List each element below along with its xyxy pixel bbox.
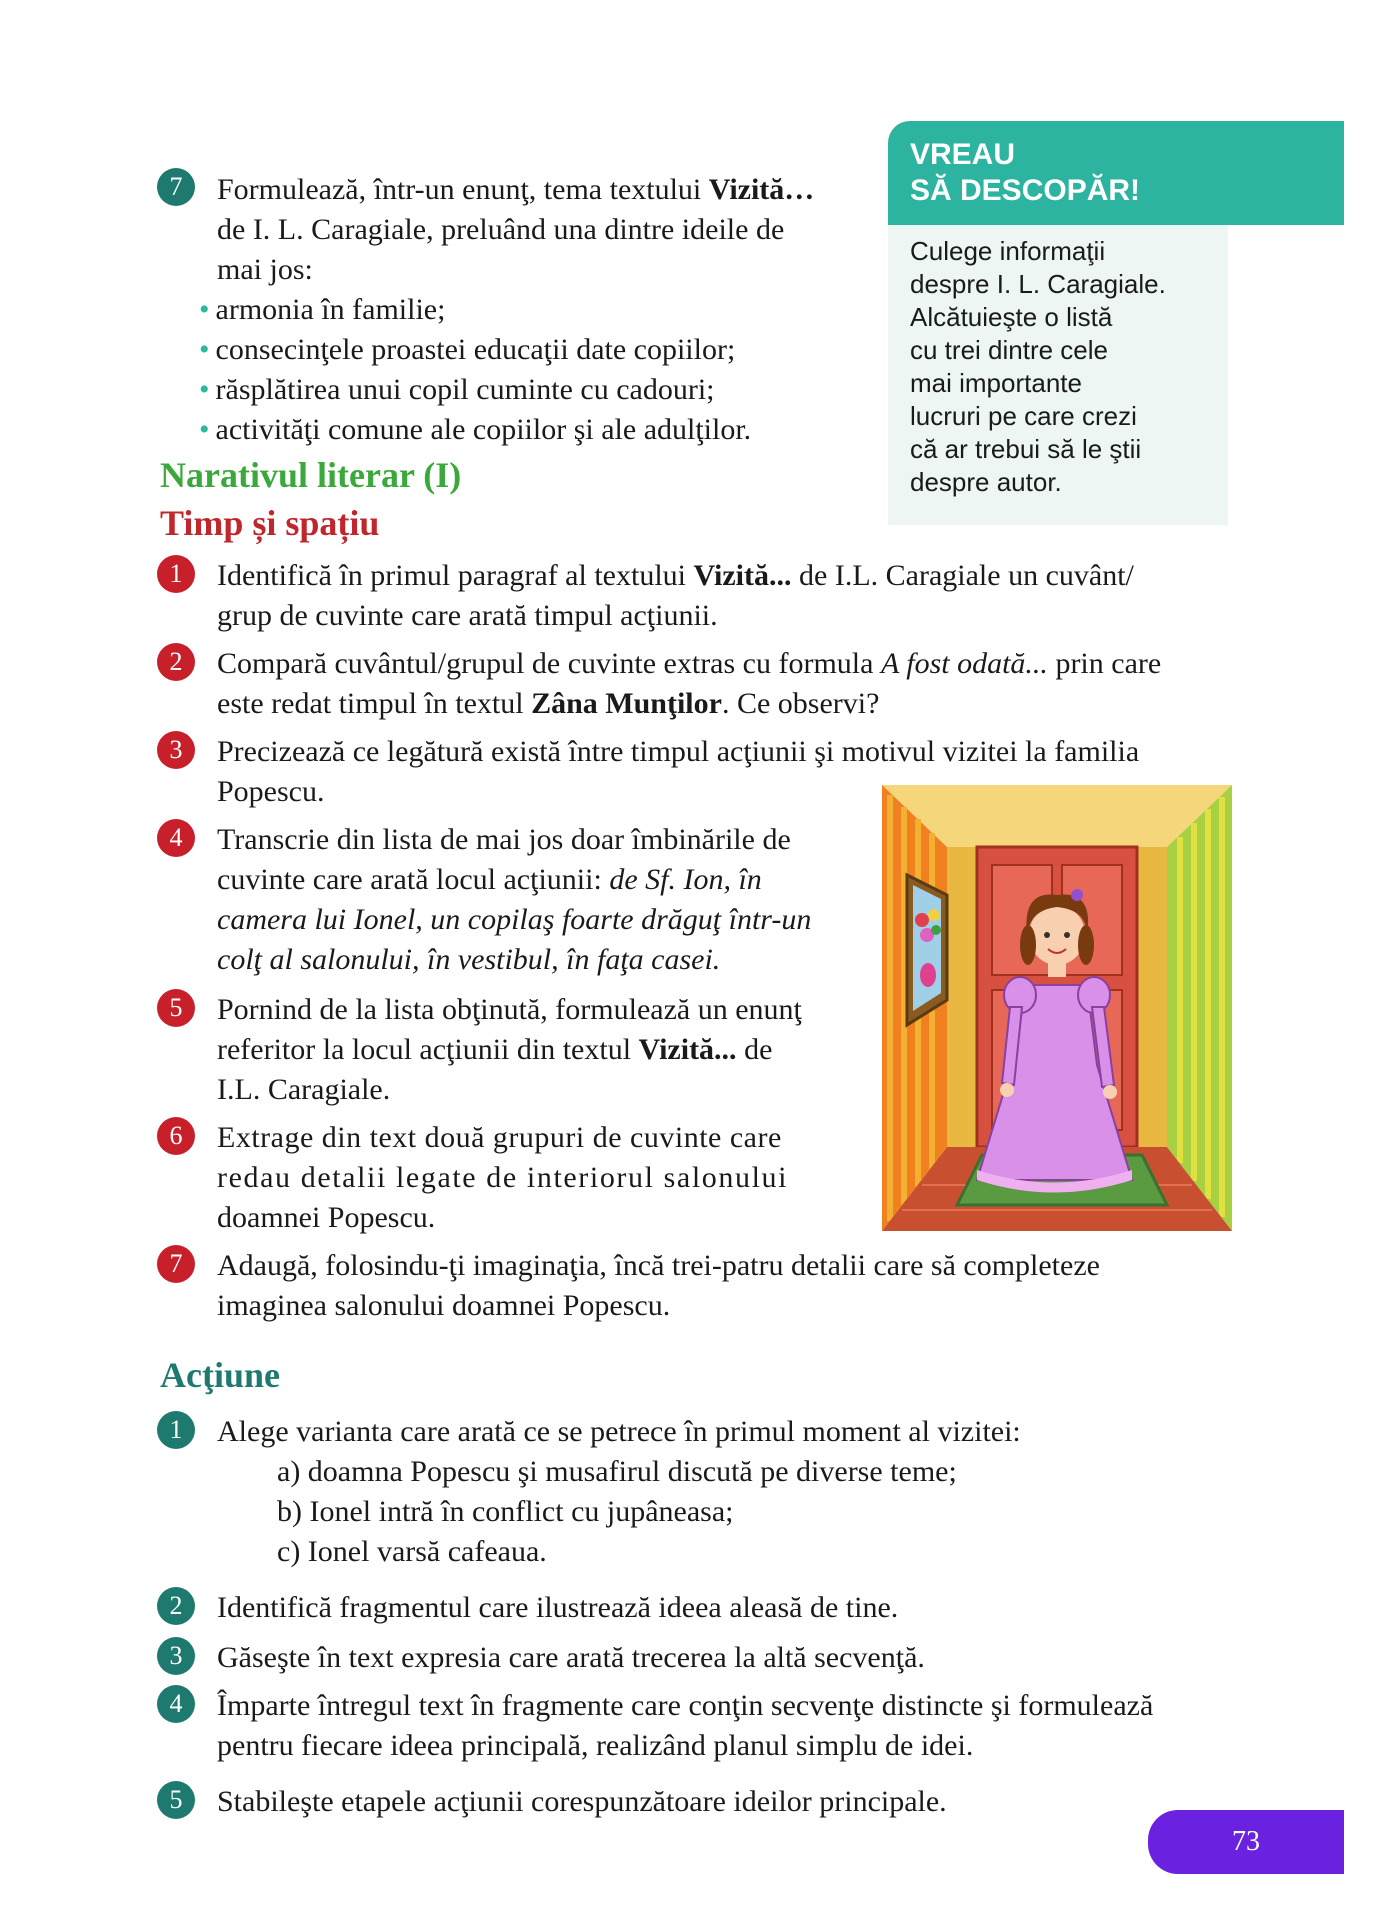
bullet-text: armonia în familie; [215,293,446,326]
q-text: . Ce observi? [721,687,880,720]
q-text: este redat timpul în textul [217,687,532,720]
q-text: Identifică în primul paragraf al textului [217,559,694,592]
bullet-dot: • [199,373,210,406]
q-italic: camera lui Ionel, un copilaş foarte drăguţ într-un [217,903,812,936]
bullet-dot: • [199,413,210,446]
q-text: Împarte întregul text în fragmente care conţin secvenţe distincte şi formulează [217,1689,1154,1722]
q-text: Popescu. [217,775,325,808]
q-title: Vizită... [693,559,792,592]
side-box-title-line1: VREAU [910,138,1016,171]
side-box-line: despre autor. [910,467,1062,497]
side-box-line: Alcătuieşte o listă [910,302,1113,332]
side-box-line: lucruri pe care crezi [910,401,1137,431]
side-box-title-line2: SĂ DESCOPĂR! [910,174,1141,207]
q-text: Adaugă, folosindu-ţi imaginaţia, încă trei-patru detalii care să completeze [217,1249,1100,1282]
q-text: I.L. Caragiale. [217,1073,391,1106]
answer-option: c) Ionel varsă cafeaua. [277,1535,547,1568]
question-number-badge: 1 [157,555,195,593]
top-q7-title: Vizită… [708,173,815,206]
timp-question-2 [217,644,1237,724]
q-title: Vizită... [638,1033,737,1066]
q-text: redau detalii legate de interiorul salonului [217,1161,789,1194]
q-text: Compară cuvântul/grupul de cuvinte extras cu formula [217,647,881,680]
answer-option: b) Ionel intră în conflict cu jupâneasa; [277,1495,734,1528]
timp-question-4 [217,820,857,980]
bullet-text: consecinţele proastei educaţii date copiilor; [215,333,736,366]
q-text: de [736,1033,773,1066]
question-number-badge: 4 [157,1685,195,1723]
side-box-body [888,225,1228,525]
q-title: Zâna Munţilor [531,687,722,720]
bullet-item [199,370,877,410]
question-number-badge: 2 [157,1587,195,1625]
question-number-badge: 3 [157,731,195,769]
timp-question-6 [217,1118,857,1238]
timp-question-7 [217,1246,1237,1326]
actiune-question-4 [217,1686,1237,1766]
side-box-line: cu trei dintre cele [910,335,1108,365]
question-number-badge: 7 [157,1245,195,1283]
q-text: grup de cuvinte care arată timpul acţiunii. [217,599,718,632]
actiune-question-2: Identifică fragmentul care ilustrează ideea aleasă de tine. [217,1591,899,1624]
top-q7-line1 [217,170,877,210]
actiune-question-5: Stabileşte etapele acţiunii corespunzătoare ideilor principale. [217,1785,947,1818]
illustration-girl-in-room [882,785,1232,1231]
top-q7-line3: mai jos: [217,253,313,286]
question-number-badge: 5 [157,989,195,1027]
q-text: Extrage din text două grupuri de cuvinte care [217,1121,782,1154]
heading-actiune: Acţiune [160,1355,280,1395]
question-number-badge: 6 [157,1117,195,1155]
q-text: prin care [1047,647,1162,680]
q-text: pentru fiecare ideea principală, realizând planul simplu de idei. [217,1729,974,1762]
q-text: de I.L. Caragiale un cuvânt/ [791,559,1134,592]
question-number-badge: 3 [157,1637,195,1675]
timp-question-5 [217,990,857,1110]
top-question-7 [199,170,877,450]
bullet-dot: • [199,333,210,366]
top-q7-text: Formulează, într-un enunţ, tema textului [217,173,709,206]
bullet-dot: • [199,293,210,326]
q-text: referitor la locul acţiunii din textul [217,1033,639,1066]
heading-timp-spatiu: Timp și spațiu [160,503,380,543]
side-box-line: că ar trebui să le ştii [910,434,1142,464]
q-italic: colţ al salonului, în vestibul, în faţa casei. [217,943,721,976]
top-q7-line2: de I. L. Caragiale, preluând una dintre ideile de [217,213,785,246]
bullet-text: activităţi comune ale copiilor şi ale adulţilor. [215,413,752,446]
q-text: Alege varianta care arată ce se petrece în primul moment al vizitei: [217,1415,1021,1448]
answer-option: a) doamna Popescu şi musafirul discută pe diverse teme; [277,1455,957,1488]
q-text: doamnei Popescu. [217,1201,436,1234]
q-text: cuvinte care arată locul acţiunii: [217,863,610,896]
timp-question-1 [217,556,1237,636]
bullet-item [199,290,877,330]
q-text: Precizează ce legătură există între timpul acţiunii şi motivul vizitei la familia [217,735,1140,768]
side-box-line: Culege informaţii [910,236,1106,266]
page-number: 73 [1148,1810,1344,1874]
question-number-badge: 2 [157,643,195,681]
side-box-header [888,121,1344,225]
q-italic: de Sf. Ion, în [609,863,762,896]
actiune-question-1 [217,1412,1237,1572]
q-text: imaginea salonului doamnei Popescu. [217,1289,671,1322]
bullet-text: răsplătirea unui copil cuminte cu cadouri; [215,373,715,406]
q-italic: A fost odată... [880,647,1048,680]
bullet-item [199,410,877,450]
question-number-badge: 4 [157,819,195,857]
question-number-badge: 1 [157,1411,195,1449]
heading-narativ: Narativul literar (I) [160,455,462,495]
actiune-question-3: Găseşte în text expresia care arată trecerea la altă secvenţă. [217,1641,925,1674]
question-number-badge: 7 [157,168,195,206]
question-number-badge: 5 [157,1781,195,1819]
side-box-line: despre I. L. Caragiale. [910,269,1166,299]
bullet-item [199,330,877,370]
q-text: Transcrie din lista de mai jos doar îmbinările de [217,823,791,856]
side-box-line: mai importante [910,368,1082,398]
q-text: Pornind de la lista obţinută, formulează un enunţ [217,993,802,1026]
